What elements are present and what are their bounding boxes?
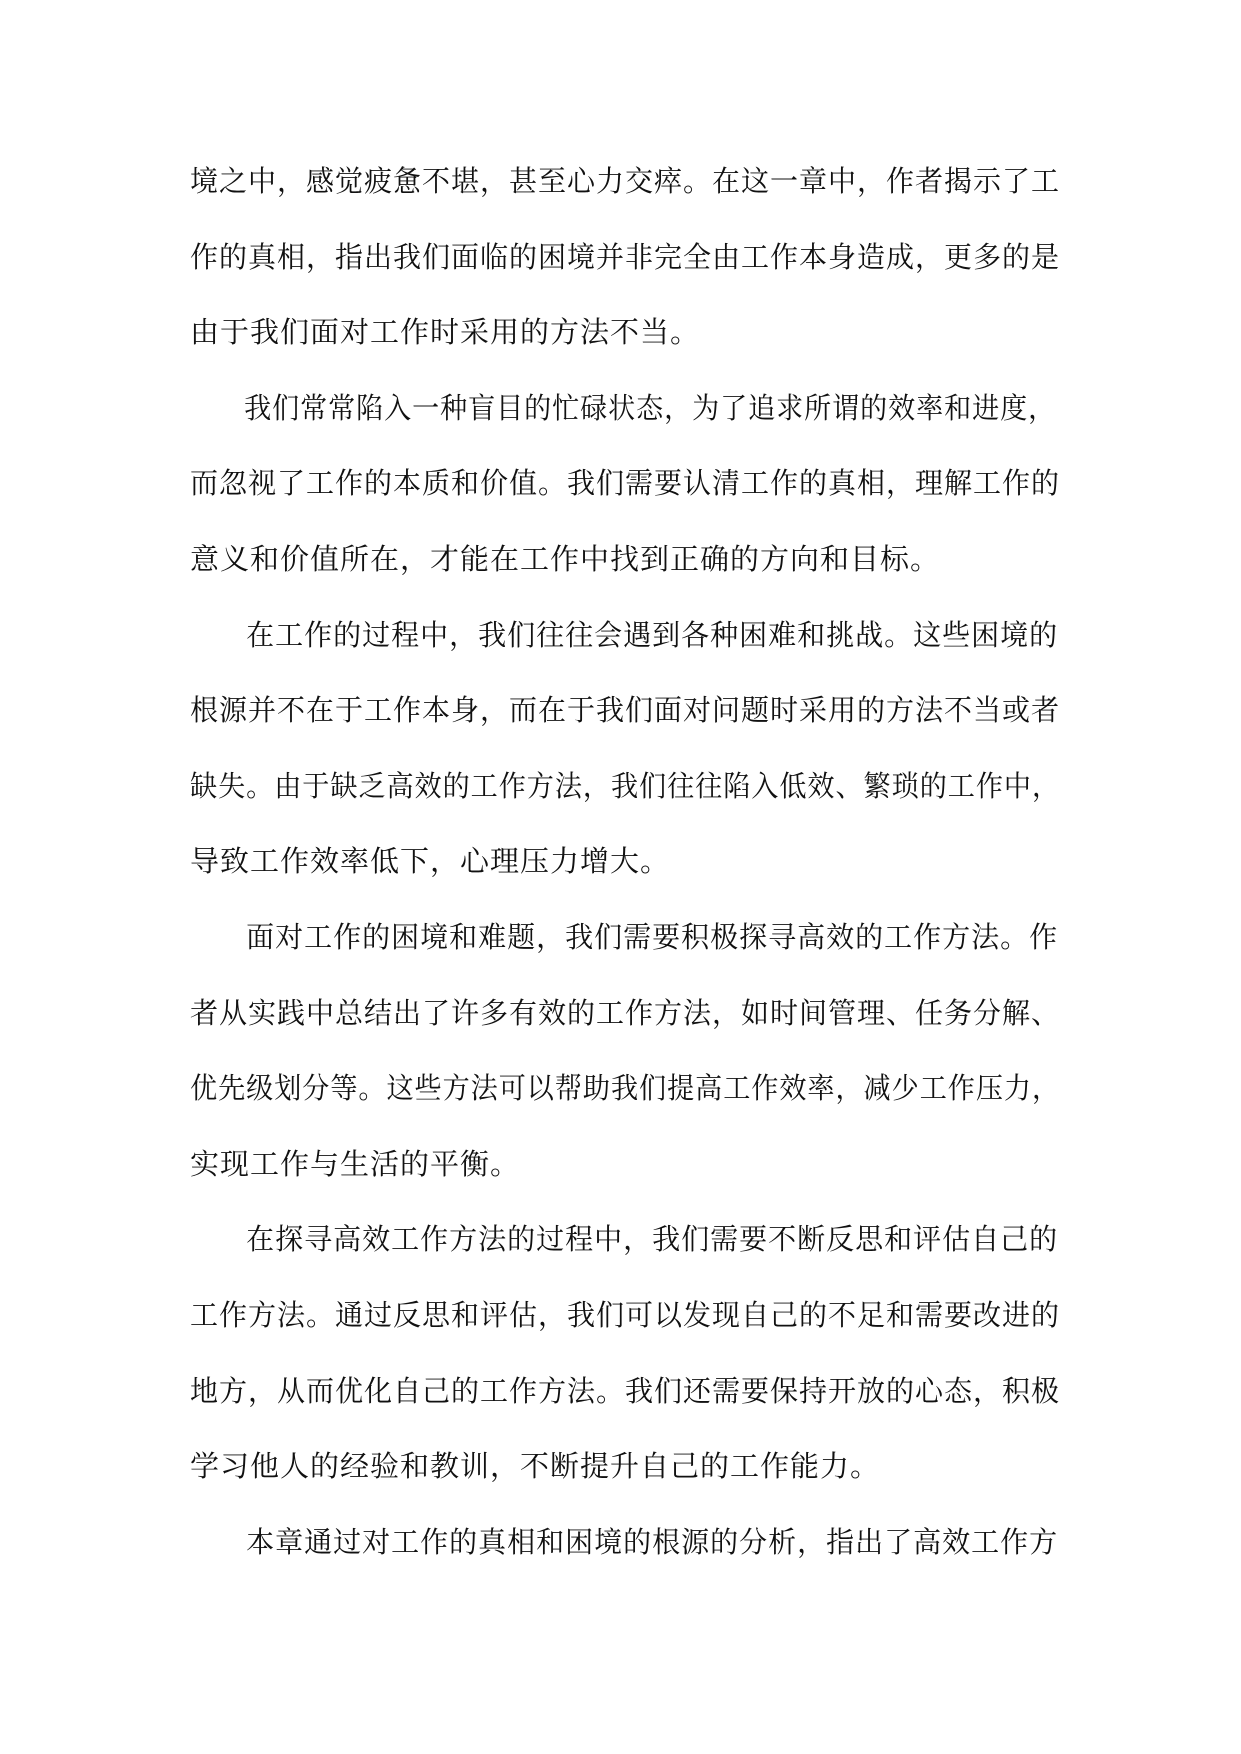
- text-line: 者从实践中总结出了许多有效的工作方法，如时间管理、任务分解、: [190, 995, 1061, 1030]
- text-line: 面对工作的困境和难题，我们需要积极探寻高效的工作方法。作: [246, 919, 1059, 954]
- text-line: 学习他人的经验和教训，不断提升自己的工作能力。: [190, 1449, 881, 1484]
- text-line: 导致工作效率低下，心理压力增大。: [190, 844, 671, 879]
- text-line: 意义和价值所在，才能在工作中找到正确的方向和目标。: [190, 541, 941, 576]
- text-line: 本章通过对工作的真相和困境的根源的分析，指出了高效工作方: [246, 1524, 1059, 1559]
- text-line: 优先级划分等。这些方法可以帮助我们提高工作效率，减少工作压力，: [190, 1071, 1061, 1106]
- text-line: 境之中，感觉疲惫不堪，甚至心力交瘁。在这一章中，作者揭示了工: [190, 164, 1061, 198]
- text-line: 实现工作与生活的平衡。: [190, 1146, 521, 1181]
- text-line: 根源并不在于工作本身，而在于我们面对问题时采用的方法不当或者: [190, 693, 1061, 728]
- paragraph-6: [190, 1505, 1060, 1581]
- text-line: 在探寻高效工作方法的过程中，我们需要不断反思和评估自己的: [246, 1222, 1059, 1257]
- paragraph-4: [190, 900, 1060, 1202]
- text-line: 地方，从而优化自己的工作方法。我们还需要保持开放的心态，积极: [190, 1373, 1061, 1408]
- text-line: 在工作的过程中，我们往往会遇到各种困难和挑战。这些困境的: [246, 617, 1059, 652]
- paragraph-2: [190, 371, 1060, 598]
- paragraph-5: [190, 1202, 1060, 1504]
- text-line: 而忽视了工作的本质和价值。我们需要认清工作的真相，理解工作的: [190, 466, 1061, 501]
- text-line: 作的真相，指出我们面临的困境并非完全由工作本身造成，更多的是: [190, 239, 1061, 274]
- body-text: [190, 144, 1060, 1580]
- text-line: 由于我们面对工作时采用的方法不当。: [190, 315, 701, 350]
- text-line: 缺失。由于缺乏高效的工作方法，我们往往陷入低效、繁琐的工作中，: [190, 768, 1061, 803]
- text-line: 工作方法。通过反思和评估，我们可以发现自己的不足和需要改进的: [190, 1297, 1061, 1332]
- text-line: 我们常常陷入一种盲目的忙碌状态，为了追求所谓的效率和进度，: [244, 390, 1057, 425]
- paragraph-3: [190, 598, 1060, 900]
- paragraph-1: [190, 144, 1060, 371]
